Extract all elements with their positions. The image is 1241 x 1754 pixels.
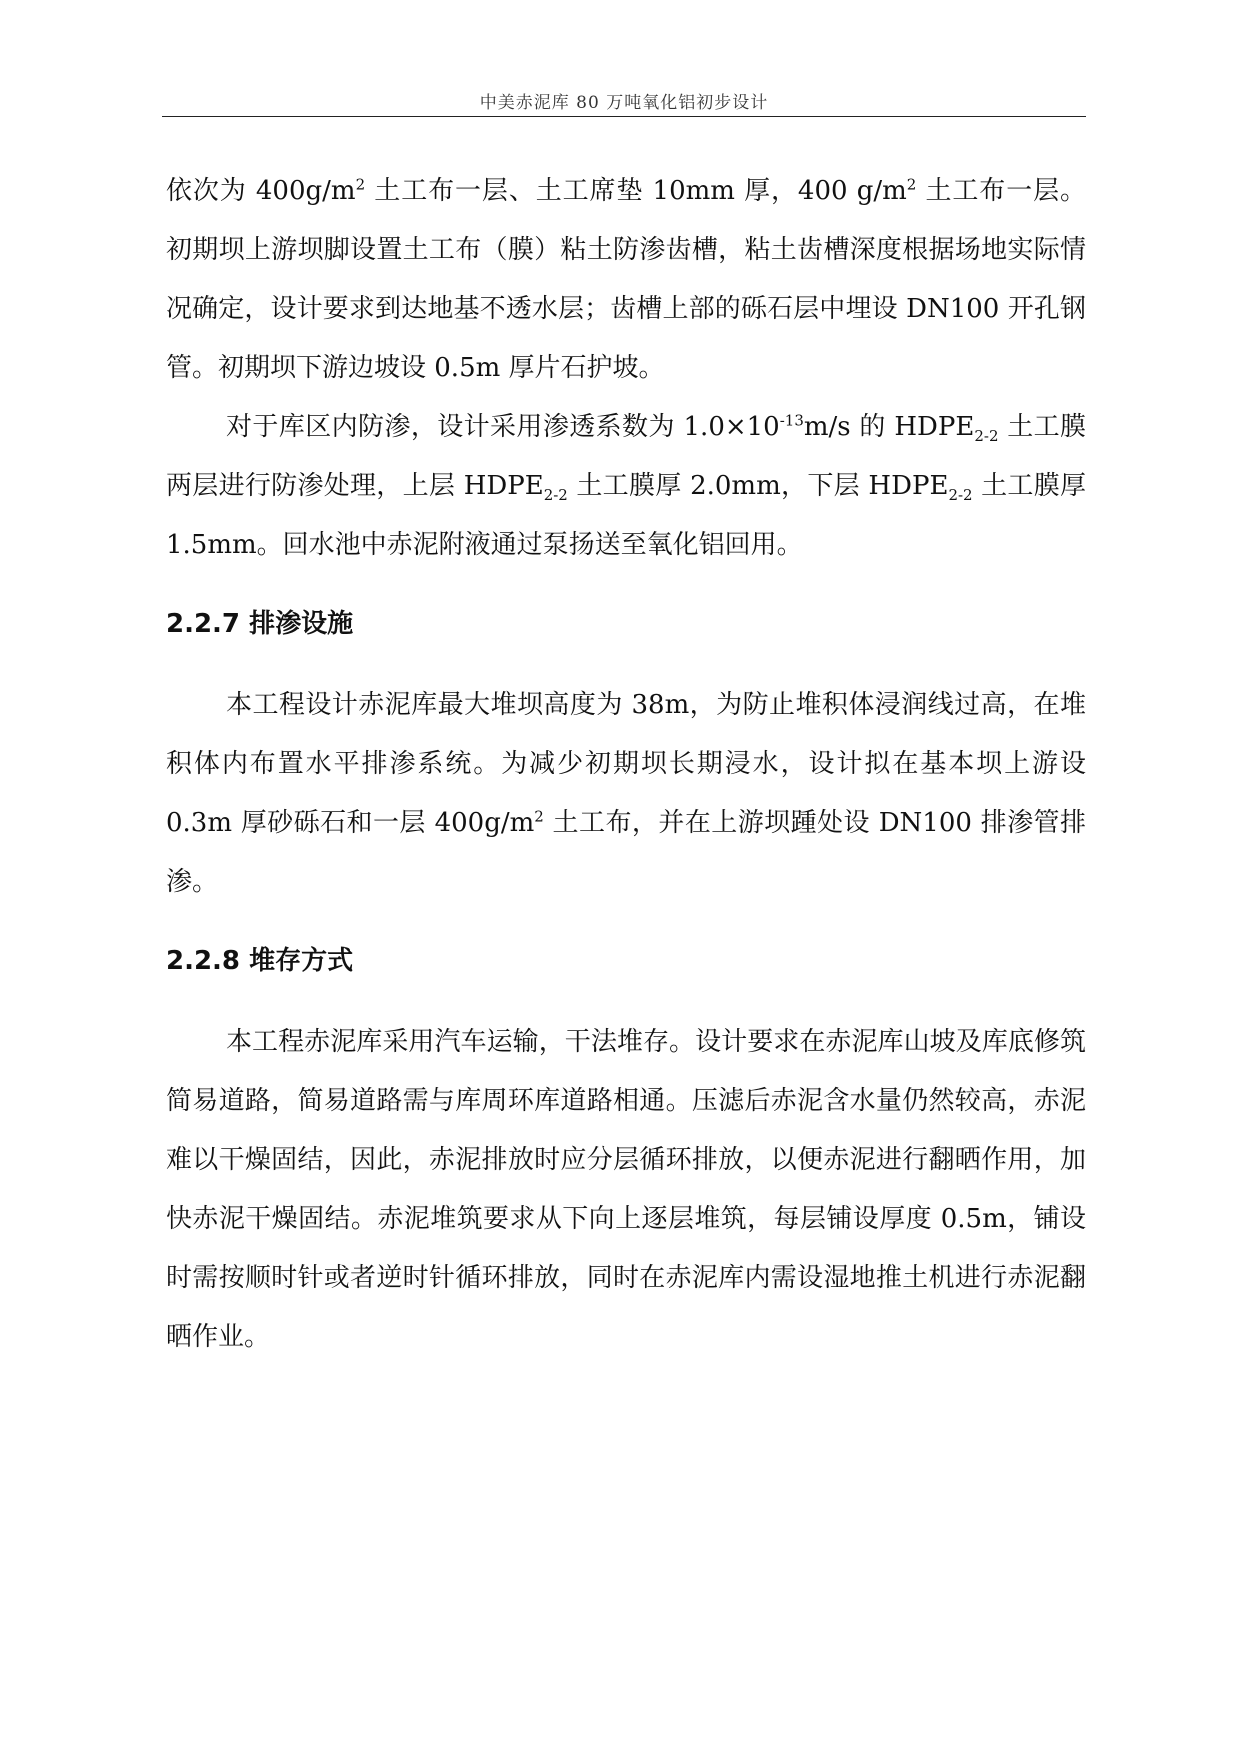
text-run: 土工布一层、土工席垫 10mm 厚，400 g/m [365,176,907,206]
spacer [166,991,1086,1013]
text-run: 土工布，并在上游坝踵处设 DN100 排渗管排渗。 [166,808,1086,897]
paragraph-2 [166,398,1086,575]
superscript: 2 [355,175,366,194]
paragraph-3 [166,676,1086,912]
superscript: 2 [534,807,544,826]
text-run: 土工膜厚 1.5mm。回水池中赤泥附液通过泵扬送至氧化铝回用。 [166,471,1086,560]
superscript: 2 [906,175,917,194]
section-heading-2-2-7: 2.2.7 排渗设施 [166,609,354,639]
subscript: 2-2 [974,427,999,446]
spacer [166,654,1086,676]
text-run: 依次为 400g/m [166,176,356,206]
text-run: 本工程设计赤泥库最大堆坝高度为 38m，为防止堆积体浸润线过高，在堆积体内布置水平排渗系统。为减少初期坝长期浸水，设计拟在基本坝上游设 0.3m 厚砂砾石和一层 400g/m [166,690,1086,838]
text-run: 对于库区内防渗，设计采用渗透系数为 1.0×10 [226,412,780,442]
paragraph-1 [166,162,1086,398]
section-heading-2-2-8: 2.2.8 堆存方式 [166,946,354,976]
document-body [166,162,1086,1367]
subscript: 2-2 [543,486,568,505]
paragraph-4: 本工程赤泥库采用汽车运输，干法堆存。设计要求在赤泥库山坡及库底修筑简易道路，简易道路需与库周环库道路相通。压滤后赤泥含水量仍然较高，赤泥难以干燥固结，因此，赤泥排放时应分层循环排放，以便赤泥进行翻晒作用，加快赤泥干燥固结。赤泥堆筑要求从下向上逐层堆筑，每层铺设厚度 0.5m，铺设时需按顺时针或者逆时针循环排放，同时在赤泥库内需设湿地推土机进行赤泥翻晒作业。 [166,1027,1086,1352]
text-run: 土工布一层。初期坝上游坝脚设置土工布（膜）粘土防渗齿槽，粘土齿槽深度根据场地实际情况确定，设计要求到达地基不透水层；齿槽上部的砾石层中埋设 DN100 开孔钢管。初期坝下游边坡设 0.5m 厚片石护坡。 [166,176,1087,383]
subscript: 2-2 [948,486,973,505]
text-run: 土工膜厚 2.0mm，下层 HDPE [567,471,949,501]
text-run: m/s 的 HDPE [803,412,975,442]
superscript: -13 [779,411,804,430]
text-run: 土工膜两层进行防渗处理，上层 HDPE [166,412,1087,501]
spacer [166,912,1086,932]
spacer [166,575,1086,595]
running-header: 中美赤泥库 80 万吨氧化铝初步设计 [479,93,769,113]
header-rule [162,116,1086,117]
